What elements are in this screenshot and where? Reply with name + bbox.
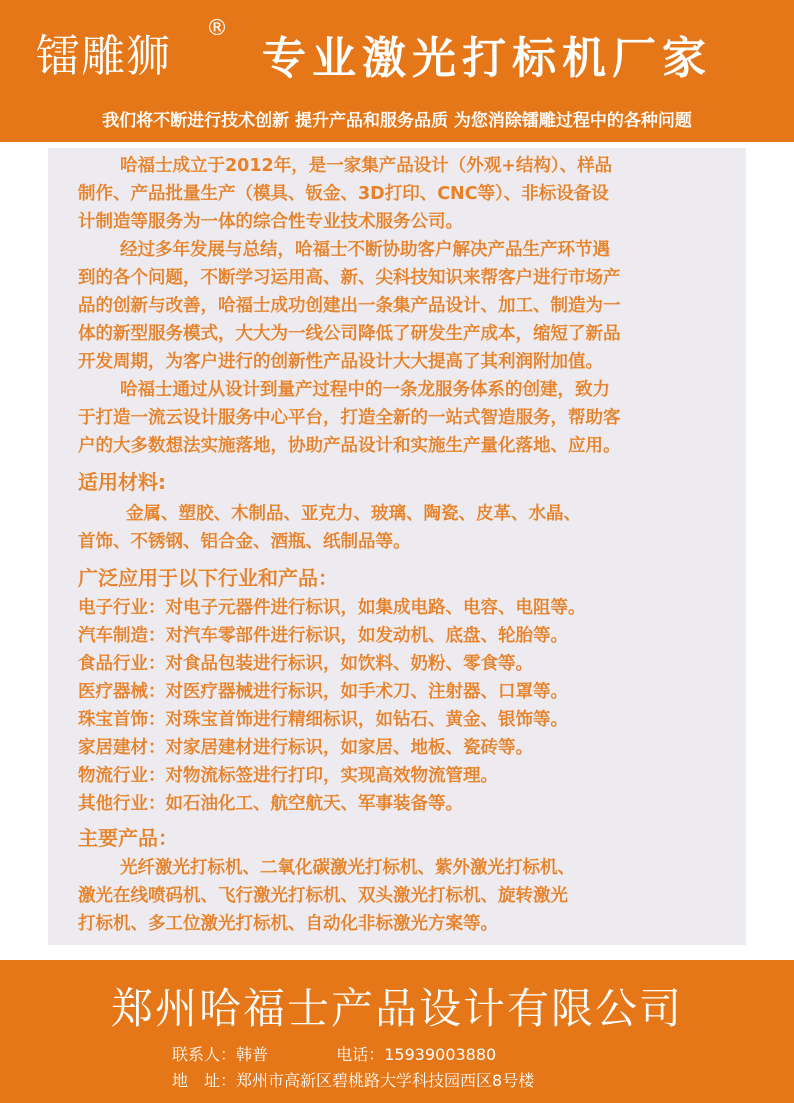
address-label: 地 址： (172, 1071, 237, 1090)
list-item: 电子行业：对电子元器件进行标识，如集成电路、电容、电阻等。 (78, 598, 586, 618)
text-line: 体的新型服务模式，大大为一线公司降低了研发生产成本，缩短了新品 (78, 324, 621, 344)
materials-heading: 适用材料: (78, 470, 166, 494)
text-line: 激光在线喷码机、飞行激光打标机、双头激光打标机、旋转激光 (78, 886, 568, 906)
intro-paragraph-2 (78, 236, 728, 376)
text-line: 哈福士成立于2012年，是一家集产品设计（外观+结构）、样品 (120, 156, 613, 176)
text-line: 计制造等服务为一体的综合性专业技术服务公司。 (78, 212, 463, 232)
text-line: 开发周期，为客户进行的创新性产品设计大大提高了其利润附加值。 (78, 352, 603, 372)
text-line: 经过多年发展与总结，哈福士不断协助客户解决产品生产环节遇 (120, 240, 610, 260)
phone-label: 电话： (336, 1045, 385, 1064)
address: 郑州市高新区碧桃路大学科技园西区8号楼 (236, 1071, 535, 1090)
text-line: 哈福士通过从设计到量产过程中的一条龙服务体系的创建，致力 (120, 380, 610, 400)
contact-name: 韩普 (236, 1045, 269, 1064)
company-name: 郑州哈福士产品设计有限公司 (110, 984, 683, 1033)
text-line: 光纤激光打标机、二氧化碳激光打标机、紫外激光打标机、 (120, 858, 575, 878)
list-item: 家居建材：对家居建材进行标识，如家居、地板、瓷砖等。 (78, 738, 533, 758)
contact-line (172, 1042, 496, 1065)
slogan: 我们将不断进行技术创新 提升产品和服务品质 为您消除镭雕过程中的各种问题 (102, 111, 692, 131)
text-line: 到的各个问题，不断学习运用高、新、尖科技知识来帮客户进行市场产 (78, 268, 621, 288)
footer-banner (0, 960, 794, 1103)
text-line: 打标机、多工位激光打标机、自动化非标激光方案等。 (78, 914, 498, 934)
address-line (172, 1068, 534, 1091)
list-item: 珠宝首饰：对珠宝首饰进行精细标识，如钻石、黄金、银饰等。 (78, 710, 568, 730)
text-line: 制作、产品批量生产（模具、钣金、3D打印、CNC等）、非标设备设 (78, 184, 609, 204)
applications-heading: 广泛应用于以下行业和产品： (78, 566, 338, 590)
list-item: 食品行业：对食品包装进行标识，如饮料、奶粉、零食等。 (78, 654, 533, 674)
list-item: 物流行业：对物流标签进行打印，实现高效物流管理。 (78, 766, 498, 786)
phone-number: 15939003880 (384, 1045, 497, 1064)
intro-paragraph-1 (78, 152, 728, 236)
list-item: 汽车制造：对汽车零部件进行标识，如发动机、底盘、轮胎等。 (78, 626, 568, 646)
products-heading: 主要产品： (78, 826, 178, 850)
headline: 专业激光打标机厂家 (262, 33, 712, 84)
header-banner (0, 0, 794, 142)
registered-mark: ® (206, 16, 228, 41)
text-line: 户的大多数想法实施落地，协助产品设计和实施生产量化落地、应用。 (78, 436, 621, 456)
text-line: 首饰、不锈钢、铝合金、酒瓶、纸制品等。 (78, 532, 411, 552)
text-line: 品的创新与改善，哈福士成功创建出一条集产品设计、加工、制造为一 (78, 296, 621, 316)
text-line: 金属、塑胶、木制品、亚克力、玻璃、陶瓷、皮革、水晶、 (126, 504, 581, 524)
list-item: 医疗器械：对医疗器械进行标识，如手术刀、注射器、口罩等。 (78, 682, 568, 702)
text-line: 于打造一流云设计服务中心平台，打造全新的一站式智造服务，帮助客 (78, 408, 621, 428)
content (78, 152, 728, 938)
contact-label: 联系人： (172, 1045, 237, 1064)
applications-list (78, 594, 728, 818)
brand-logo: 镭雕狮 (36, 31, 171, 82)
list-item: 其他行业：如石油化工、航空航天、军事装备等。 (78, 794, 463, 814)
intro-paragraph-3 (78, 376, 728, 460)
